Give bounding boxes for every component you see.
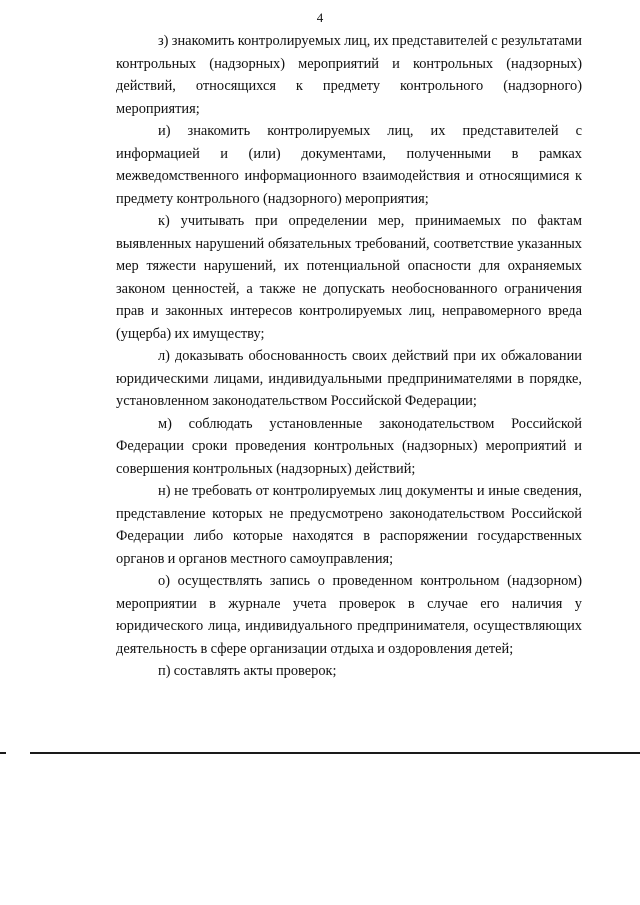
paragraph-l: л) доказывать обоснованность своих действий при их обжаловании юридическими лицами, индивидуальными предпринимателями в порядке, установленном законодательством Российской Федерации; bbox=[116, 348, 582, 409]
paragraph-i: и) знакомить контролируемых лиц, их представителей с информацией и (или) документами, полученными в рамках межведомственного информационного взаимодействия и относящимися к предмету контрольного (надзорного) мероприятия; bbox=[116, 123, 582, 207]
paragraph-k: к) учитывать при определении мер, принимаемых по фактам выявленных нарушений обязательных требований, соответствие указанных мер тяжести нарушений, их потенциальной опасности для охраняемых законом ценностей, а также не допускать необоснованного ограничения прав и законных интересов контролируемых лиц, неправомерного вреда (ущерба) их имуществу; bbox=[116, 213, 582, 342]
paragraph-o: о) осуществлять запись о проведенном контрольном (надзорном) мероприятии в журнале учета проверок в случае его наличия у юридического лица, индивидуального предпринимателя, осуществляющих деятельность в сфере организации отдыха и оздоровления детей; bbox=[116, 573, 582, 657]
bottom-rule-right bbox=[30, 752, 640, 754]
paragraph-p: п) составлять акты проверок; bbox=[158, 663, 337, 679]
page-number: 4 bbox=[316, 10, 324, 25]
paragraph-m: м) соблюдать установленные законодательством Российской Федерации сроки проведения контрольных (надзорных) мероприятий и совершения контрольных (надзорных) действий; bbox=[116, 415, 582, 477]
bottom-rule-left bbox=[0, 752, 6, 754]
paragraph-z: з) знакомить контролируемых лиц, их представителей с результатами контрольных (надзорных) мероприятий и контрольных (надзорных) действий, относящихся к предмету контрольного (надзорного) мероприятия; bbox=[116, 33, 582, 117]
document-body bbox=[116, 30, 582, 683]
paragraph-n: н) не требовать от контролируемых лиц документы и иные сведения, представление которых не предусмотрено законодательством Российской Федерации либо которые находятся в распоряжении государственных органов и органов местного самоуправления; bbox=[116, 483, 582, 567]
